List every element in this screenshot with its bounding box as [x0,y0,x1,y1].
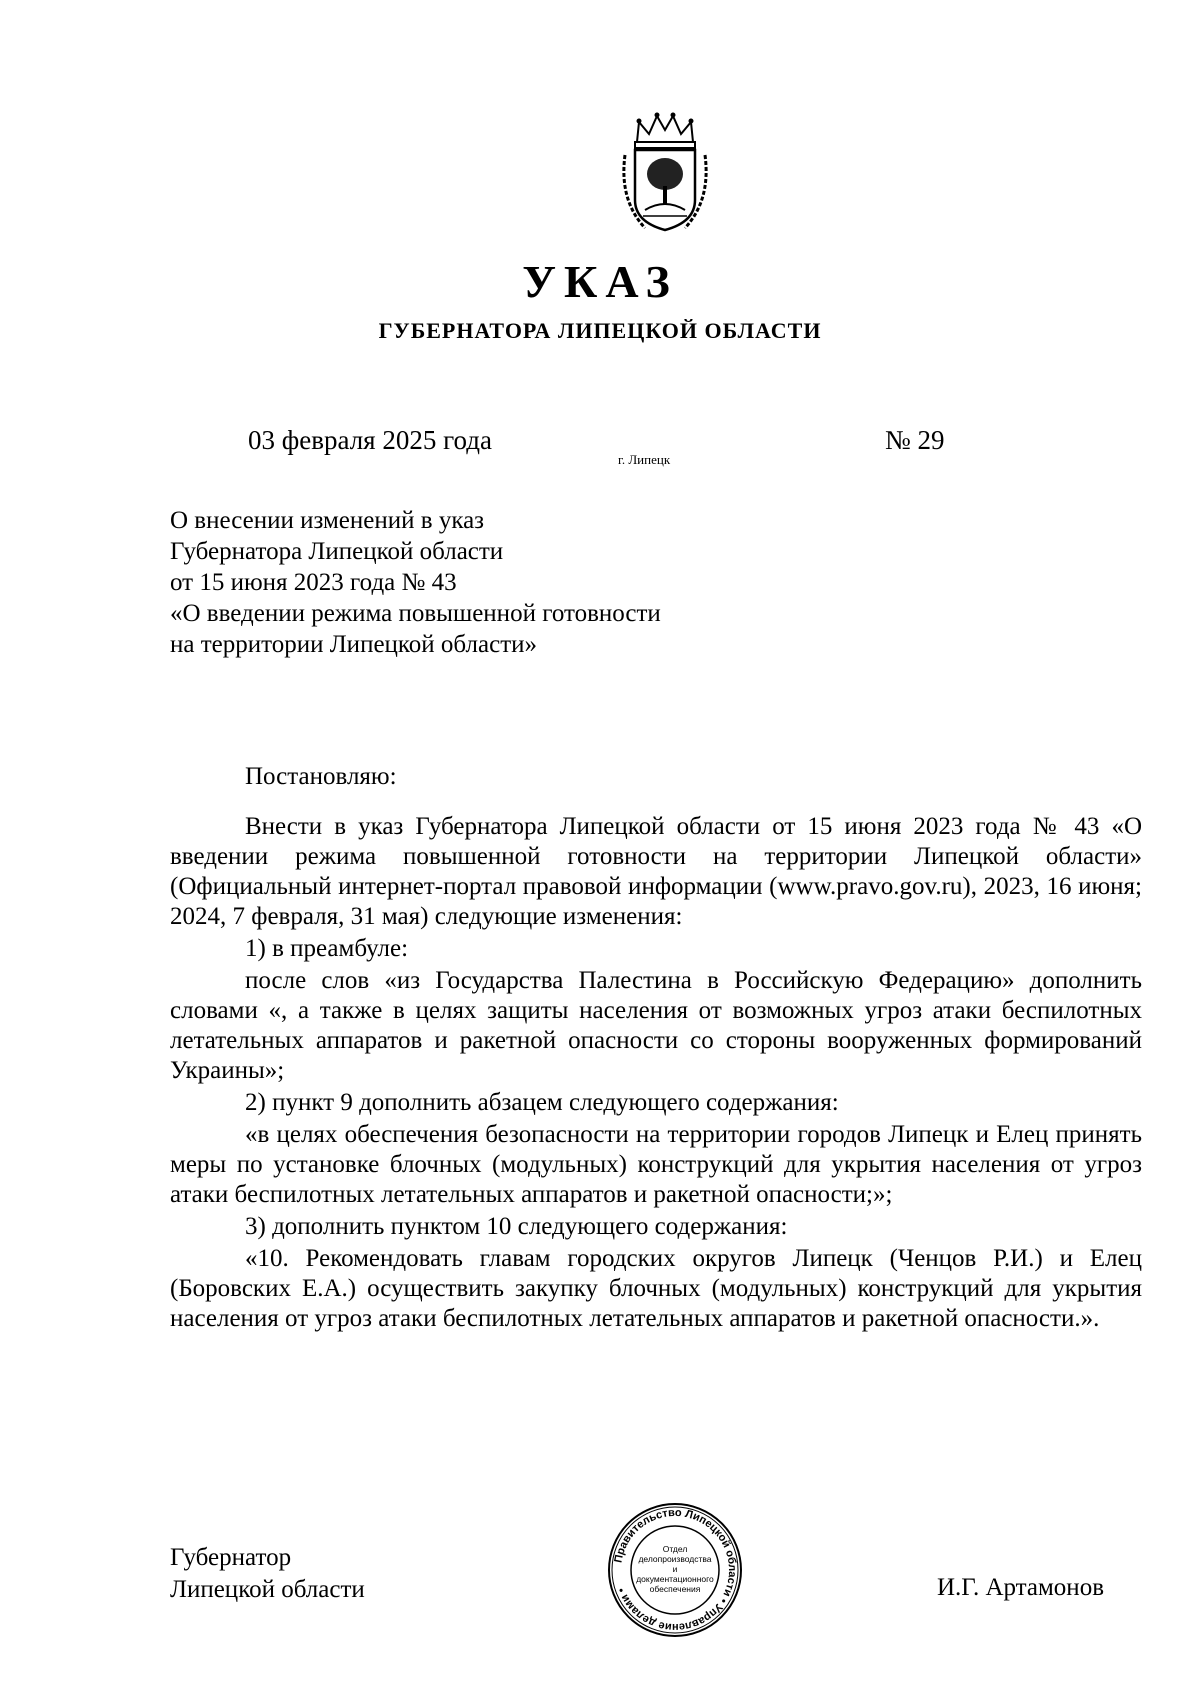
body-paragraph: 2) пункт 9 дополнить абзацем следующего содержания: [245,1089,839,1116]
subject-line: Губернатора Липецкой области [170,538,504,565]
document-number: № 29 [885,425,945,455]
signature-title-line: Губернатор [170,1544,292,1571]
stamp-inner-text: Отдел делопроизводства и документационного обеспечения [636,1544,714,1594]
body-paragraph: после слов «из Государства Палестина в Российскую Федерацию» дополнить словами «, а также в целях защиты населения от возможных угроз атаки беспилотных летательных аппаратов и ракетной опасности со стороны вооруженных формирований Украины»; [170,967,1142,1084]
body-paragraph: «в целях обеспечения безопасности на территории городов Липецк и Елец принять меры по установке блочных (модульных) конструкций для укрытия населения от угроз атаки беспилотных летательных аппаратов и ракетной опасности;»; [170,1121,1142,1208]
signature-title [170,1542,365,1606]
body-paragraph: 3) дополнить пунктом 10 следующего содержания: [245,1213,788,1240]
subject-line: на территории Липецкой области» [170,631,537,658]
document-body [170,762,1142,1336]
official-stamp [605,1500,745,1640]
document-date: 03 февраля 2025 года [248,425,492,455]
subject-line: «О введении режима повышенной готовности [170,600,661,627]
signature-title-line: Липецкой области [170,1576,365,1603]
document-subtitle: ГУБЕРНАТОРА ЛИПЕЦКОЙ ОБЛАСТИ [378,318,822,343]
signatory-name: И.Г. Артамонов [937,1574,1104,1601]
body-paragraph: Внести в указ Губернатора Липецкой области от 15 июня 2023 года № 43 «О введении режима повышенной готовности на территории Липецкой области» (Официальный интернет-портал правовой информации (www.pravo.gov.ru), 2023, 16 июня; 2024, 7 февраля, 31 мая) следующие изменения: [170,813,1142,930]
coat-of-arms-icon [615,110,715,240]
subject-line: О внесении изменений в указ [170,507,485,534]
body-paragraph: «10. Рекомендовать главам городских округов Липецк (Ченцов Р.И.) и Елец (Боровских Е.А.) осуществить закупку блочных (модульных) конструкций для укрытия населения от угроз атаки беспилотных летательных аппаратов и ракетной опасности.». [170,1245,1142,1332]
subject-line: от 15 июня 2023 года № 43 [170,569,457,596]
stamp-outer-text: Правительство Липецкой области • Управление делами • [612,1506,739,1634]
document-city: г. Липецк [618,452,671,467]
body-paragraph: 1) в преамбуле: [245,935,409,962]
document-title: УКАЗ [522,256,678,307]
decree-word: Постановляю: [245,763,397,790]
document-subject [170,505,770,660]
